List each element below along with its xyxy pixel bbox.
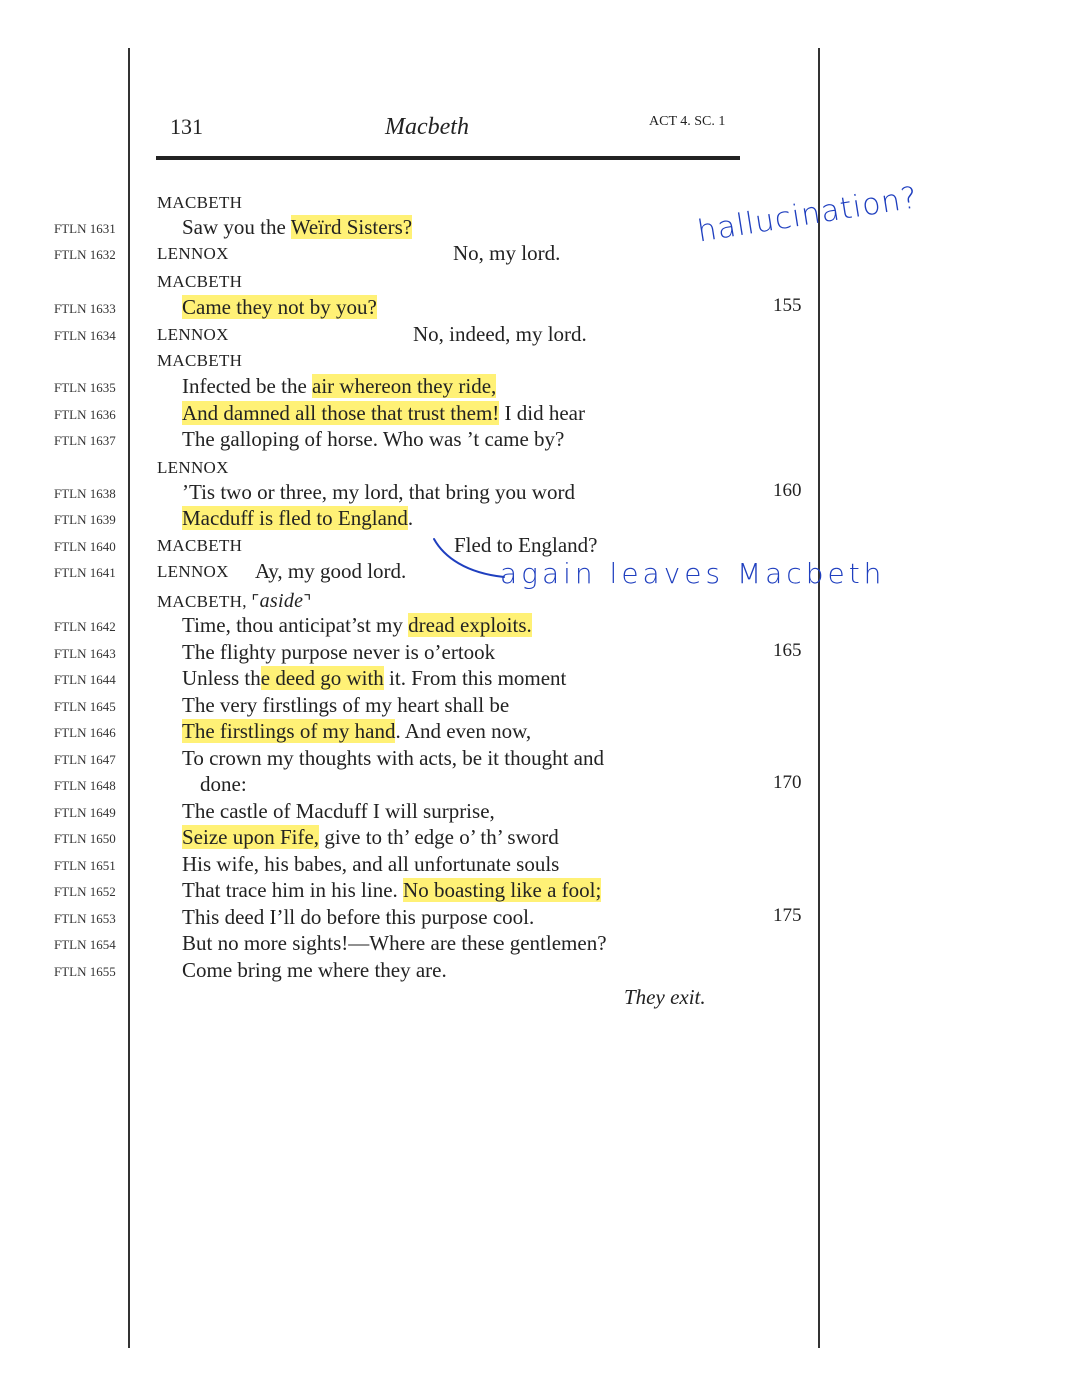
highlighted-text: air whereon they ride, bbox=[312, 374, 497, 398]
verse-line bbox=[0, 799, 818, 825]
ftln-number: FTLN 1643 bbox=[54, 646, 116, 661]
ftln-number: FTLN 1633 bbox=[54, 301, 116, 316]
verse-line bbox=[0, 825, 818, 851]
ftln-number: FTLN 1648 bbox=[54, 778, 116, 793]
speaker-name bbox=[157, 590, 312, 613]
verse-line bbox=[0, 401, 818, 427]
verse-text bbox=[182, 719, 531, 744]
verse-text bbox=[182, 825, 559, 850]
verse-text: His wife, his babes, and all unfortunate souls bbox=[182, 852, 560, 876]
verse-line bbox=[0, 506, 818, 532]
verse-line bbox=[0, 693, 818, 719]
verse-text: No, my lord. bbox=[453, 241, 561, 265]
verse-text bbox=[182, 506, 413, 531]
speaker-line bbox=[0, 190, 818, 216]
ftln-number: FTLN 1637 bbox=[54, 433, 116, 448]
stage-direction: aside bbox=[259, 590, 304, 612]
speaker-name: MACBETH bbox=[157, 536, 243, 555]
ftln-number: FTLN 1631 bbox=[54, 221, 116, 236]
ftln-number: FTLN 1653 bbox=[54, 911, 116, 926]
verse-text: Ay, my good lord. bbox=[255, 559, 407, 583]
speaker-name: LENNOX bbox=[157, 325, 229, 344]
verse-line bbox=[0, 613, 818, 639]
highlighted-text: Weïrd Sisters? bbox=[290, 215, 413, 239]
speaker-label: MACBETH, bbox=[157, 592, 247, 611]
speaker-name: MACBETH bbox=[157, 272, 243, 291]
verse-line bbox=[0, 322, 818, 348]
speaker-line bbox=[0, 348, 818, 374]
close-bracket: ⌝ bbox=[303, 592, 312, 611]
header-rule bbox=[156, 156, 740, 160]
verse-segment: it. From this moment bbox=[383, 666, 567, 690]
stage-direction-exit: They exit. bbox=[624, 985, 706, 1009]
verse-line bbox=[0, 746, 818, 772]
highlighted-text: Macduff is fled to England bbox=[182, 506, 408, 530]
ftln-number: FTLN 1655 bbox=[54, 964, 116, 979]
verse-text bbox=[182, 215, 412, 240]
handwritten-annotation-hallucination: hallucination? bbox=[695, 180, 921, 250]
ftln-number: FTLN 1641 bbox=[54, 565, 116, 580]
ftln-number: FTLN 1638 bbox=[54, 486, 116, 501]
verse-text: done: bbox=[200, 772, 247, 796]
ftln-number: FTLN 1649 bbox=[54, 805, 116, 820]
verse-line bbox=[0, 480, 818, 506]
open-bracket: ⌜ bbox=[251, 592, 260, 611]
speaker-line bbox=[0, 269, 818, 295]
ftln-number: FTLN 1636 bbox=[54, 407, 116, 422]
ftln-number: FTLN 1652 bbox=[54, 884, 116, 899]
verse-text bbox=[182, 666, 566, 691]
highlighted-text: The firstlings of my hand bbox=[182, 719, 396, 743]
ftln-number: FTLN 1632 bbox=[54, 247, 116, 262]
speaker-name: MACBETH bbox=[157, 351, 243, 370]
verse-text: This deed I’ll do before this purpose cool. bbox=[182, 905, 535, 929]
line-number: 175 bbox=[773, 905, 802, 926]
verse-line bbox=[0, 719, 818, 745]
highlighted-text: And damned all those that trust them! bbox=[182, 401, 500, 425]
ftln-number: FTLN 1640 bbox=[54, 539, 116, 554]
verse-segment: Saw you the bbox=[182, 215, 291, 239]
highlighted-text: Seize upon Fife, bbox=[182, 825, 320, 849]
ftln-number: FTLN 1644 bbox=[54, 672, 116, 687]
verse-line bbox=[0, 533, 818, 559]
verse-line bbox=[0, 666, 818, 692]
verse-segment: Time, thou anticipat’st my bbox=[182, 613, 409, 637]
verse-text: The very firstlings of my heart shall be bbox=[182, 693, 510, 717]
verse-line bbox=[0, 427, 818, 453]
verse-text: No, indeed, my lord. bbox=[413, 322, 587, 346]
verse-text: Fled to England? bbox=[454, 533, 598, 557]
ftln-number: FTLN 1645 bbox=[54, 699, 116, 714]
highlighted-text: e deed go with bbox=[260, 666, 384, 690]
highlighted-text: Came they not by you? bbox=[182, 295, 377, 319]
verse-line bbox=[0, 640, 818, 666]
verse-line bbox=[0, 958, 818, 984]
act-scene-label: ACT 4. SC. 1 bbox=[649, 114, 726, 129]
verse-segment: . bbox=[407, 506, 414, 530]
speaker-name: LENNOX bbox=[157, 562, 229, 581]
play-title: Macbeth bbox=[385, 114, 469, 140]
verse-text bbox=[182, 878, 601, 903]
verse-text bbox=[182, 401, 585, 426]
verse-line bbox=[0, 295, 818, 321]
verse-segment: I did hear bbox=[499, 401, 585, 425]
verse-text: To crown my thoughts with acts, be it thought and bbox=[182, 746, 604, 770]
verse-text: But no more sights!—Where are these gentlemen? bbox=[182, 931, 607, 955]
speaker-line bbox=[0, 587, 818, 613]
highlighted-text: No boasting like a fool; bbox=[403, 878, 602, 902]
verse-text: Come bring me where they are. bbox=[182, 958, 447, 982]
verse-line bbox=[0, 374, 818, 400]
page-number: 131 bbox=[170, 114, 203, 139]
line-number: 170 bbox=[773, 772, 802, 793]
right-margin-rule bbox=[818, 48, 820, 1348]
verse-text: ’Tis two or three, my lord, that bring you word bbox=[182, 480, 575, 504]
line-number: 165 bbox=[773, 640, 802, 661]
ftln-number: FTLN 1654 bbox=[54, 937, 116, 952]
verse-line bbox=[0, 931, 818, 957]
verse-line bbox=[0, 241, 818, 267]
line-number: 160 bbox=[773, 480, 802, 501]
verse-segment: give to th’ edge o’ th’ sword bbox=[319, 825, 559, 849]
highlighted-text: dread exploits. bbox=[408, 613, 532, 637]
ftln-number: FTLN 1635 bbox=[54, 380, 116, 395]
verse-line bbox=[0, 772, 818, 798]
speaker-name: LENNOX bbox=[157, 458, 229, 477]
handwritten-annotation-again-leaves: again leaves Macbeth bbox=[500, 557, 886, 590]
ftln-number: FTLN 1650 bbox=[54, 831, 116, 846]
speaker-name: MACBETH bbox=[157, 193, 243, 212]
ftln-number: FTLN 1639 bbox=[54, 512, 116, 527]
verse-text: The castle of Macduff I will surprise, bbox=[182, 799, 495, 823]
verse-text bbox=[182, 295, 377, 320]
ftln-number: FTLN 1634 bbox=[54, 328, 116, 343]
ftln-number: FTLN 1642 bbox=[54, 619, 116, 634]
speaker-line bbox=[0, 455, 818, 481]
annotation-arrow bbox=[430, 535, 510, 585]
verse-text: The galloping of horse. Who was ’t came by? bbox=[182, 427, 565, 451]
line-number: 155 bbox=[773, 295, 802, 316]
verse-segment: . And even now, bbox=[395, 719, 532, 743]
verse-text bbox=[182, 374, 496, 399]
verse-segment: Unless th bbox=[182, 666, 261, 690]
ftln-number: FTLN 1646 bbox=[54, 725, 116, 740]
ftln-number: FTLN 1651 bbox=[54, 858, 116, 873]
verse-text: The flighty purpose never is o’ertook bbox=[182, 640, 496, 664]
ftln-number: FTLN 1647 bbox=[54, 752, 116, 767]
verse-segment: Infected be the bbox=[182, 374, 313, 398]
verse-line bbox=[0, 905, 818, 931]
verse-line bbox=[0, 852, 818, 878]
verse-line bbox=[0, 878, 818, 904]
verse-text bbox=[182, 613, 532, 638]
speaker-name: LENNOX bbox=[157, 244, 229, 263]
verse-segment: That trace him in his line. bbox=[182, 878, 404, 902]
